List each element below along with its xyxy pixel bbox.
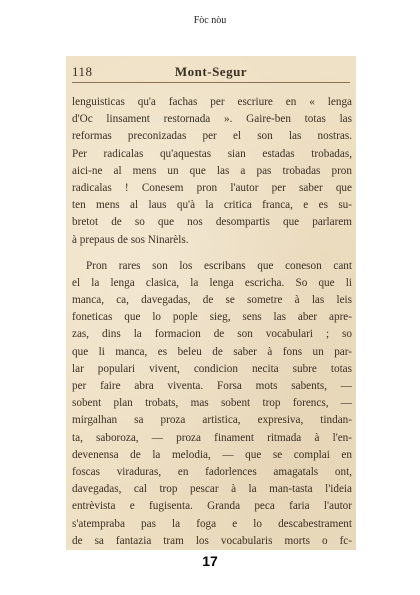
- text-line: ten mens al laus qu'à la critica franca, e es su-: [72, 199, 352, 212]
- text-line: aici-ne al mens un que las a pas trobadas pron: [72, 164, 352, 177]
- text-line: manca, ca, davegadas, de se sometre à las leis: [72, 294, 352, 307]
- paragraph-gap: [72, 249, 352, 258]
- text-line: Per radicalas qu'aquestas sian estadas trobadas,: [72, 147, 352, 160]
- text-line: davegadas, cal trop pescar à la man-tasta l'ideia: [72, 483, 352, 496]
- text-line: sobent plan trobats, mas sobent trop forencs, —: [72, 397, 352, 410]
- text-line: mirgalhan sa proza artistica, expresiva, tindan-: [72, 414, 352, 427]
- text-line: à prepaus de sos Ninarèls.: [72, 233, 189, 246]
- text-line: d'Oc linsament restornada ». Gaire-ben totas las: [72, 113, 352, 126]
- text-line: s'atempraba pas la foga e lo descabestrament: [72, 517, 352, 530]
- text-line: lar populari vivent, condicion necita subre totas: [72, 362, 352, 375]
- document-header-title: Fòc nòu: [193, 15, 227, 26]
- text-line: bretot de so que nos desompartis que parlarem: [72, 216, 352, 229]
- text-line: radicalas ! Conesem pron l'autor per saber que: [72, 181, 352, 194]
- text-line: entrèvista e fugisenta. Granda peca faria l'autor: [72, 500, 352, 513]
- header-rule: [72, 82, 350, 83]
- text-line: que li manca, es beleu de saber à fons un par-: [72, 345, 352, 358]
- book-page-number: 118: [72, 64, 93, 79]
- text-line: de sa fantazia tram los vocabularis morts o fc-: [72, 534, 352, 547]
- paragraph-1: [72, 94, 352, 249]
- text-line: lenguisticas qu'a fachas per escriure en « lenga: [72, 96, 352, 108]
- text-line: Pron rares son los escribans que coneson cant: [86, 259, 352, 272]
- text-line: el la lenga clasica, la lenga escricha. So que li: [72, 276, 352, 289]
- text-line: foneticas que lo pople sieg, sens las aber apre-: [72, 311, 352, 324]
- text-line: reformas preconizadas per el son las nostras.: [72, 130, 352, 143]
- text-line: devenensa de la melodia, — que se complai en: [72, 448, 352, 461]
- text-line: per faire abra viventa. Forsa mots sabents, —: [72, 380, 352, 392]
- text-line: zas, dins la formacion de son vocabulari ; so: [72, 328, 352, 341]
- running-head: [66, 64, 356, 82]
- body-text: [72, 94, 352, 550]
- running-head-title: Mont-Segur: [174, 64, 248, 79]
- scanned-book-page: [66, 56, 356, 550]
- paragraph-2: [72, 258, 352, 550]
- text-line: ta, saboroza, — proza finament ritmada à l'en-: [72, 431, 352, 444]
- pdf-page-number: 17: [202, 553, 218, 569]
- text-line: foscas viraduras, en fadorlences amagatals ont,: [72, 465, 352, 478]
